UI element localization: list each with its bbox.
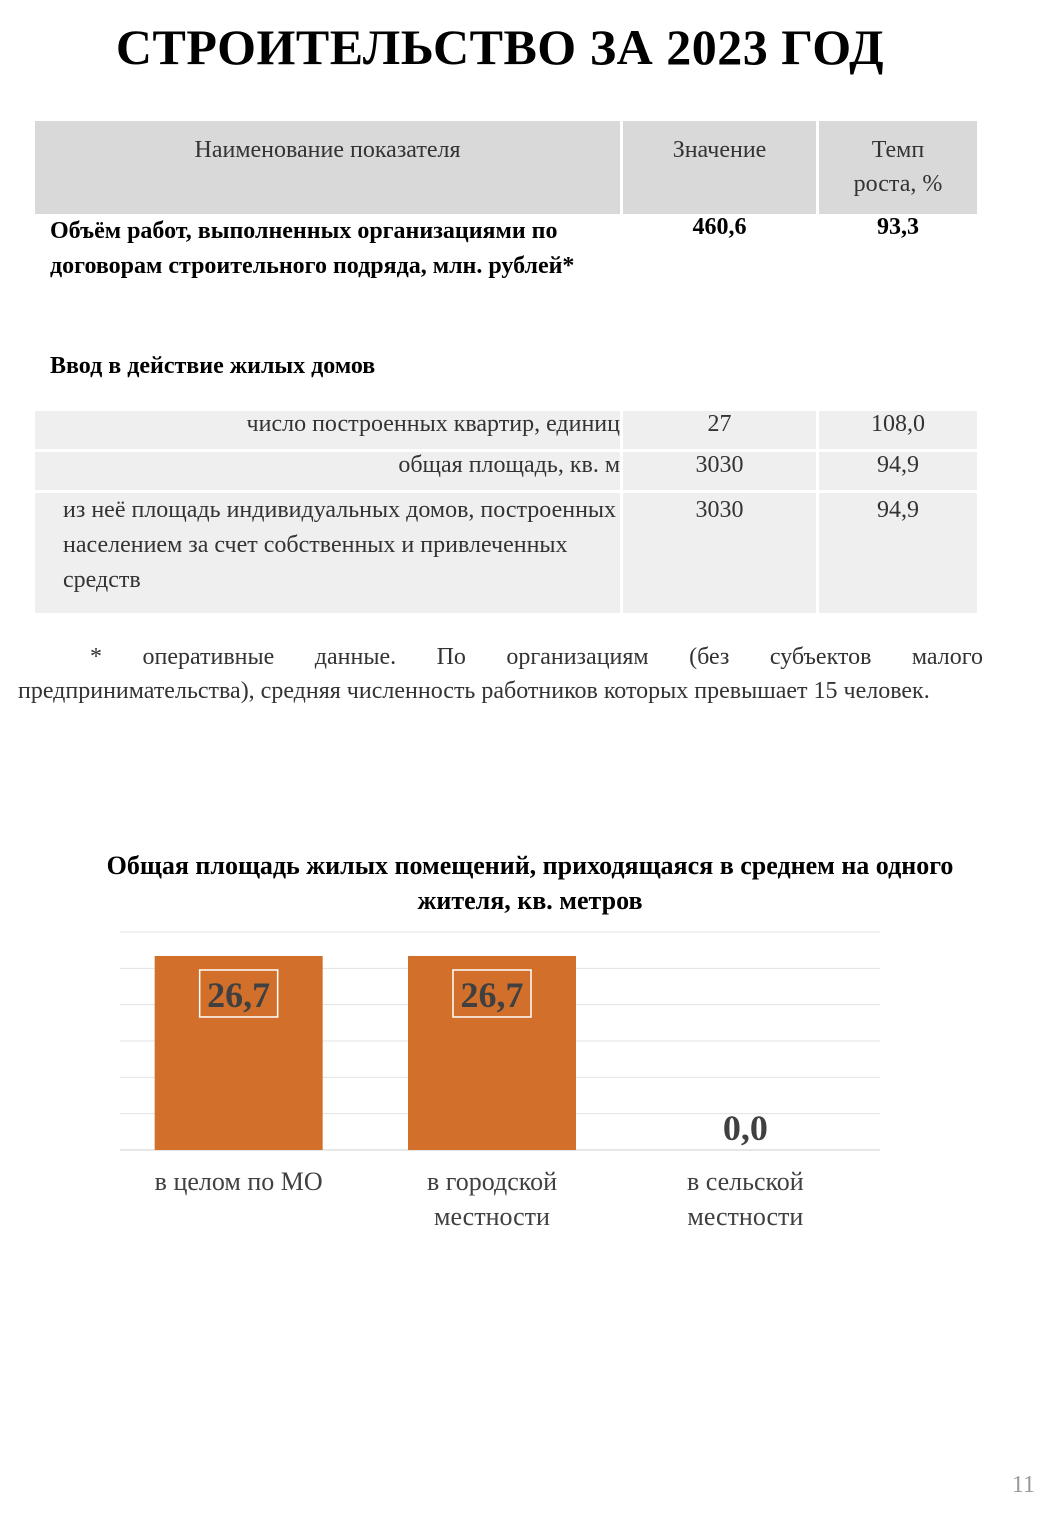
row-growth [819, 353, 977, 411]
row-growth: 93,3 [819, 214, 977, 353]
table-row [35, 214, 977, 353]
page-title: СТРОИТЕЛЬСТВО ЗА 2023 ГОД [115, 19, 885, 75]
row-label: общая площадь, кв. м [35, 452, 623, 493]
row-value: 27 [623, 411, 819, 452]
row-label: число построенных квартир, единиц [35, 411, 623, 452]
row-label: Объём работ, выполненных организациями по договорам строительного подряда, млн. рублей* [35, 214, 623, 353]
row-growth: 94,9 [819, 452, 977, 493]
category-label: местности [687, 1202, 804, 1231]
table-row [35, 493, 977, 613]
row-value: 460,6 [623, 214, 819, 353]
footnote-text: * оперативные данные. По организациям (без субъектов малого предпринимательства), средняя численность работников которых превышает 15 человек. [18, 644, 983, 704]
row-value [623, 353, 819, 411]
row-label: Ввод в действие жилых домов [35, 353, 623, 411]
row-growth: 108,0 [819, 411, 977, 452]
row-growth: 94,9 [819, 493, 977, 613]
chart-title: Общая площадь жилых помещений, приходящаяся в среднем на одного жителя, кв. метров [106, 851, 954, 915]
construction-table [35, 121, 977, 613]
header-growth: Темп роста, % [819, 121, 977, 214]
data-label: 26,7 [207, 974, 271, 1015]
table-row [35, 411, 977, 452]
category-label: в целом по МО [154, 1167, 323, 1196]
data-label: 26,7 [460, 974, 524, 1015]
page-number: 11 [1011, 1472, 1035, 1498]
footnote [18, 640, 983, 708]
table-row [35, 452, 977, 493]
header-value: Значение [623, 121, 819, 214]
table-header-row [35, 121, 977, 214]
row-value: 3030 [623, 452, 819, 493]
table-row [35, 353, 977, 411]
row-value: 3030 [623, 493, 819, 613]
category-label: в сельской [686, 1167, 804, 1196]
category-label: местности [434, 1202, 550, 1231]
data-label: 0,0 [722, 1108, 768, 1148]
row-label: из неё площадь индивидуальных домов, построенных населением за счет собственных и привлеченных средств [35, 493, 623, 613]
header-indicator: Наименование показателя [35, 121, 623, 214]
category-label: в городской [426, 1167, 558, 1196]
chart-category-labels [155, 1167, 804, 1231]
bar-chart [0, 900, 1057, 1260]
